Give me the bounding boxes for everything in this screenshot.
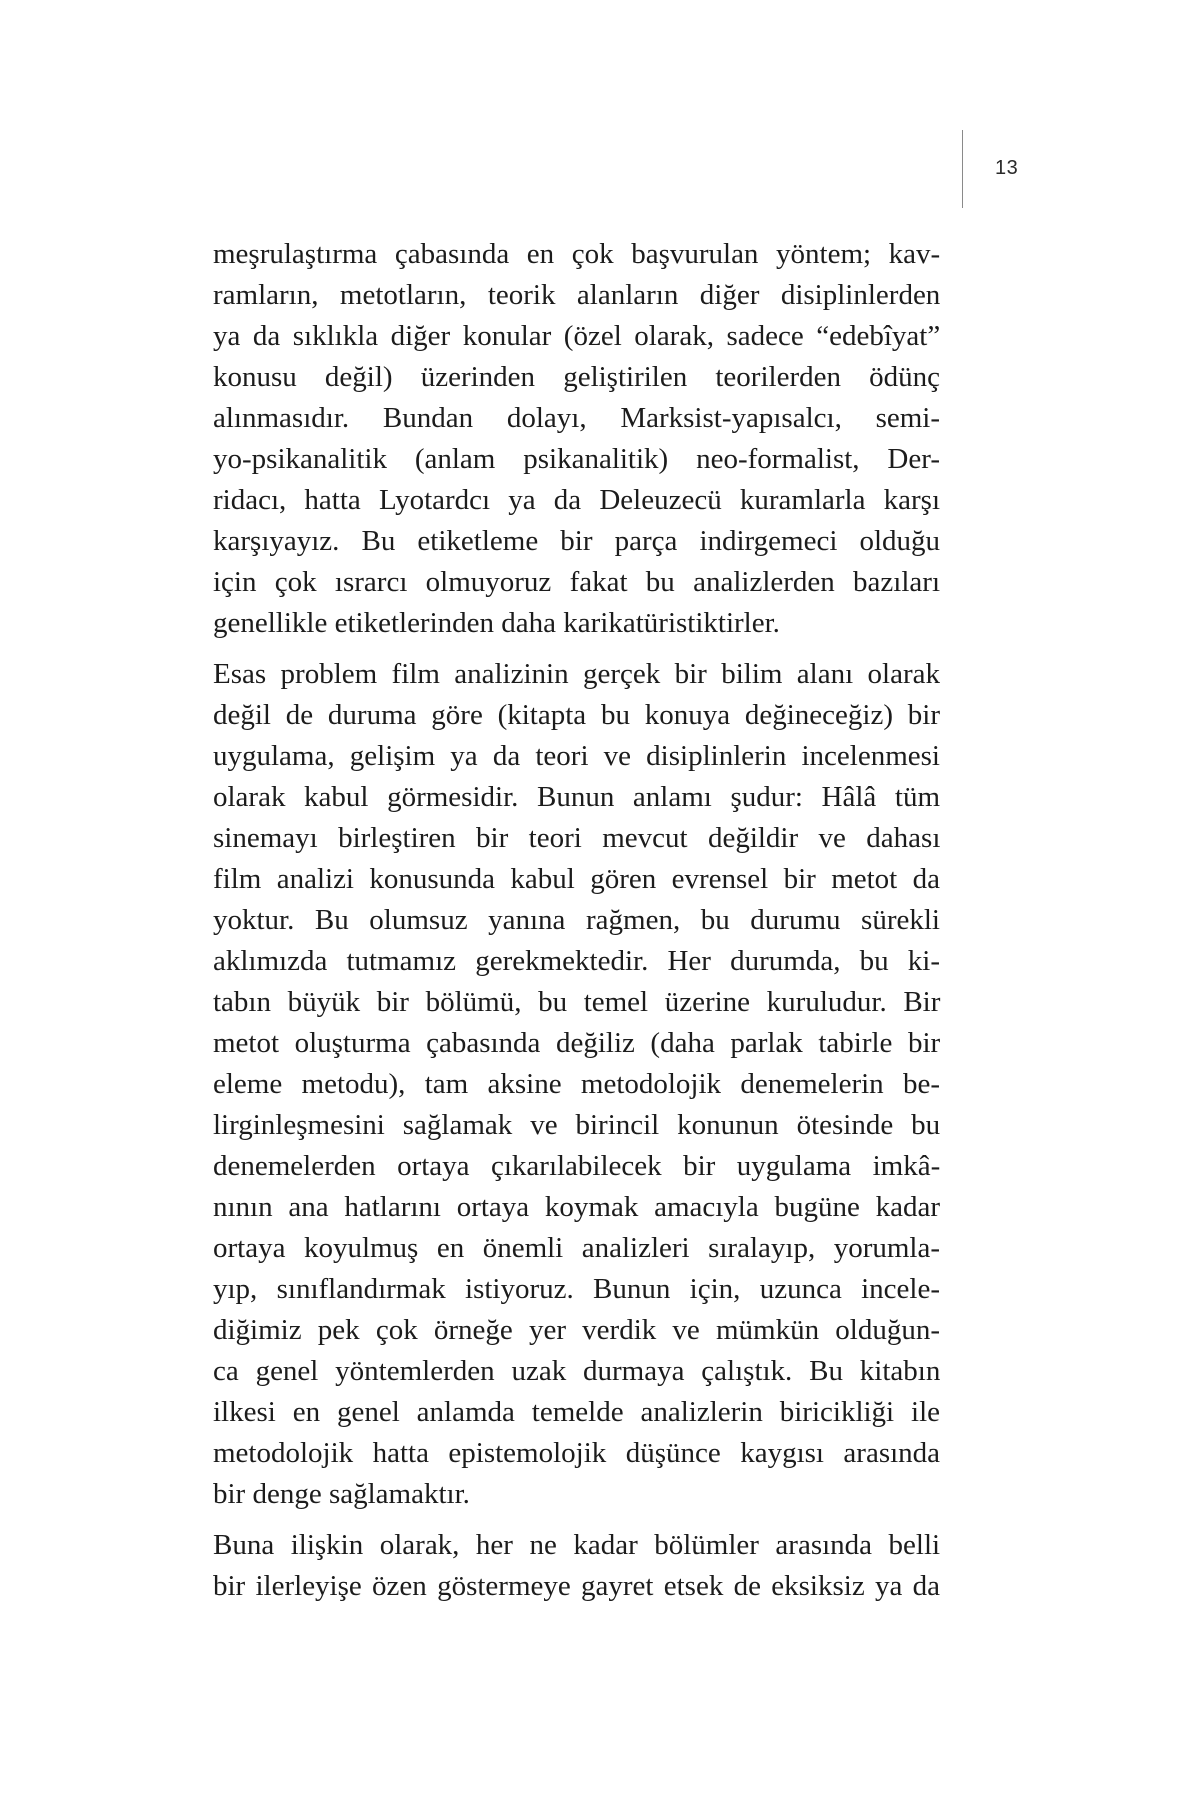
text-line: ortaya koyulmuş en önemli analizleri sıralayıp, yorumla-	[213, 1232, 940, 1264]
text-line: bir ilerleyişe özen göstermeye gayret etsek de eksiksiz ya da	[213, 1570, 940, 1602]
header-vertical-rule	[962, 130, 963, 208]
text-line: ridacı, hatta Lyotardcı ya da Deleuzecü kuramlarla karşı	[213, 484, 940, 516]
text-line: konusu değil) üzerinden geliştirilen teorilerden ödünç	[213, 361, 940, 393]
text-line: metot oluşturma çabasında değiliz (daha parlak tabirle bir	[213, 1027, 941, 1059]
text-line: lirginleşmesini sağlamak ve birincil konunun ötesinde bu	[213, 1109, 941, 1141]
text-line: Buna ilişkin olarak, her ne kadar bölümler arasında belli	[213, 1529, 941, 1561]
text-line: Esas problem film analizinin gerçek bir bilim alanı olarak	[213, 658, 941, 690]
text-line: sinemayı birleştiren bir teori mevcut değildir ve dahası	[213, 822, 941, 854]
text-line: için çok ısrarcı olmuyoruz fakat bu analizlerden bazıları	[213, 566, 940, 598]
text-line: eleme metodu), tam aksine metodolojik denemelerin be-	[213, 1068, 940, 1100]
text-line: yoktur. Bu olumsuz yanına rağmen, bu durumu sürekli	[213, 904, 940, 936]
text-line: ramların, metotların, teorik alanların diğer disiplinlerden	[213, 279, 941, 311]
text-line: tabın büyük bir bölümü, bu temel üzerine kuruludur. Bir	[213, 986, 941, 1018]
text-line: meşrulaştırma çabasında en çok başvurulan yöntem; kav-	[213, 238, 941, 270]
text-line: ya da sıklıkla diğer konular (özel olarak, sadece “edebîyat”	[213, 320, 941, 352]
paragraph-3	[213, 1525, 940, 1607]
paragraph-1	[213, 234, 940, 644]
text-line: alınmasıdır. Bundan dolayı, Marksist-yapısalcı, semi-	[213, 402, 940, 434]
text-line: uygulama, gelişim ya da teori ve disiplinlerin incelenmesi	[213, 740, 940, 772]
text-line: aklımızda tutmamız gerekmektedir. Her durumda, bu ki-	[213, 945, 940, 977]
text-line: ca genel yöntemlerden uzak durmaya çalıştık. Bu kitabın	[213, 1355, 941, 1387]
text-line: yo-psikanalitik (anlam psikanalitik) neo-formalist, Der-	[213, 443, 940, 475]
text-line: bir denge sağlamaktır.	[213, 1478, 470, 1510]
paragraph-2	[213, 654, 940, 1515]
text-line: nının ana hatlarını ortaya koymak amacıyla bugüne kadar	[213, 1191, 940, 1223]
page-number: 13	[995, 157, 1019, 179]
text-line: ilkesi en genel anlamda temelde analizlerin biricikliği ile	[213, 1396, 940, 1428]
text-line: diğimiz pek çok örneğe yer verdik ve mümkün olduğun-	[213, 1314, 940, 1346]
text-line: metodolojik hatta epistemolojik düşünce kaygısı arasında	[213, 1437, 941, 1469]
text-line: denemelerden ortaya çıkarılabilecek bir uygulama imkâ-	[213, 1150, 941, 1182]
text-line: film analizi konusunda kabul gören evrensel bir metot da	[213, 863, 940, 895]
text-line: yıp, sınıflandırmak istiyoruz. Bunun için, uzunca incele-	[213, 1273, 940, 1305]
body-text	[213, 234, 940, 1617]
text-line: karşıyayız. Bu etiketleme bir parça indirgemeci olduğu	[213, 525, 941, 557]
text-line: olarak kabul görmesidir. Bunun anlamı şudur: Hâlâ tüm	[213, 781, 940, 813]
text-line: değil de duruma göre (kitapta bu konuya değineceğiz) bir	[213, 699, 940, 731]
text-line: genellikle etiketlerinden daha karikatüristiktirler.	[213, 607, 780, 639]
